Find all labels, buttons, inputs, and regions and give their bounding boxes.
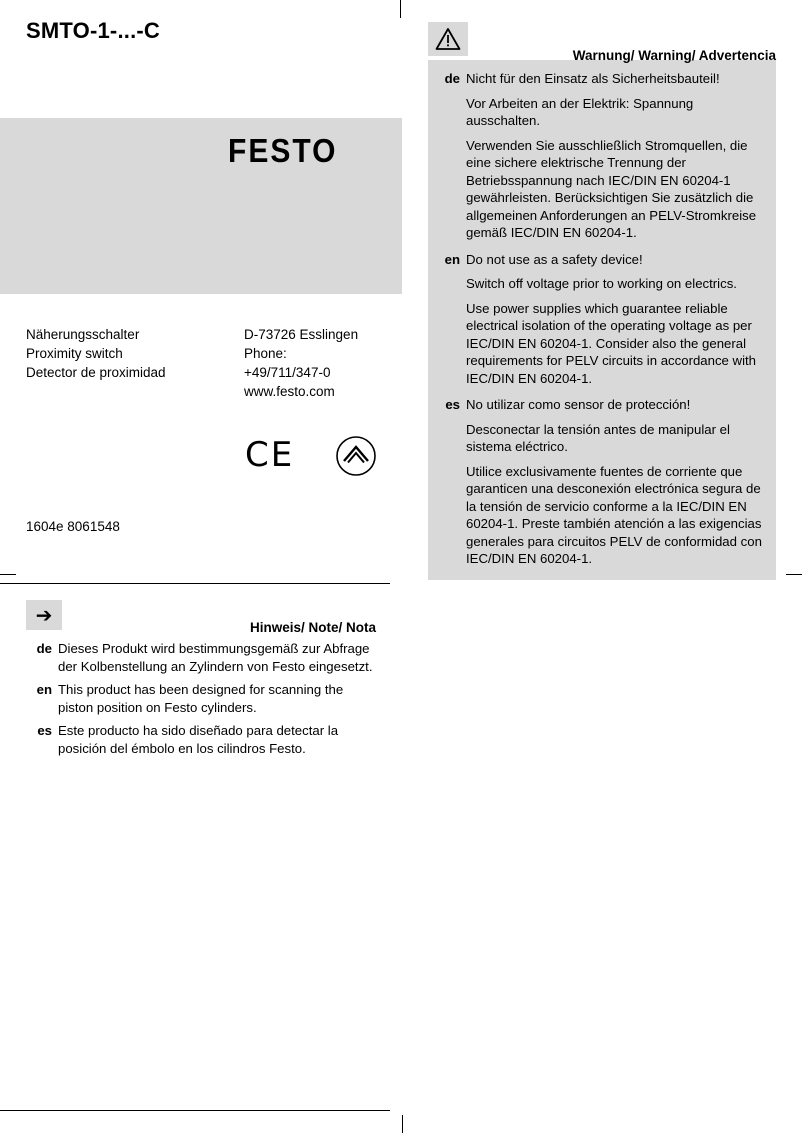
document-number: 1604e 8061548 (26, 519, 120, 534)
left-column (26, 18, 401, 44)
lang-tag: de (444, 71, 460, 86)
crop-mark-top (400, 0, 401, 18)
ce-mark-icon: CE (245, 435, 295, 475)
address-row (26, 344, 406, 363)
note-section (26, 600, 376, 757)
right-column (428, 22, 776, 580)
warning-text-en (466, 251, 766, 388)
warning-icon-box (428, 22, 468, 56)
paragraph: Utilice exclusivamente fuentes de corriente que garanticen una desconexión electrónica segura de la tensión de servicio conforme a la IEC/DIN EN 60204-1. Preste también atención a las exigencias generales para circuitos PELV de conformidad con IEC/DIN EN 60204-1. (466, 463, 762, 566)
fold-line-bottom (0, 1110, 390, 1111)
lang-tag: de (36, 641, 52, 656)
paragraph: Este producto ha sido diseñado para detectar la posición del émbolo en los cilindros Festo. (58, 723, 339, 756)
product-name-blank (26, 382, 244, 401)
note-entry-de (26, 640, 376, 675)
warning-triangle-icon (435, 27, 461, 51)
logo-band (0, 118, 402, 294)
paragraph: Nicht für den Einsatz als Sicherheitsbauteil! (466, 71, 720, 86)
festo-logo: FESTO (228, 133, 338, 170)
crop-mark-left (0, 574, 16, 575)
product-address-block (26, 325, 406, 401)
warning-entry-de (434, 70, 766, 242)
crop-mark-bottom (402, 1115, 403, 1133)
note-icon-box (26, 600, 62, 630)
lang-tag: es (445, 397, 460, 412)
address-row (26, 382, 406, 401)
paragraph: Use power supplies which guarantee reliable electrical isolation of the operating voltage as per IEC/DIN EN 60204-1. Consider also the general requirements for PELV circuits in accordance with IEC/DIN EN 60204-1. (466, 300, 757, 386)
product-name-de: Näherungsschalter (26, 327, 140, 342)
warning-body (428, 60, 776, 580)
arrow-right-icon: ➔ (35, 603, 53, 627)
note-text-de (58, 640, 376, 675)
address-row (26, 325, 406, 344)
conformity-marks (240, 435, 400, 483)
warning-text-es (466, 396, 766, 568)
paragraph: Switch off voltage prior to working on electrics. (466, 276, 737, 291)
warning-title: Warnung/ Warning/ Advertencia (572, 48, 776, 63)
paragraph: Desconectar la tensión antes de manipular el sistema eléctrico. (466, 421, 730, 454)
warning-header (428, 22, 776, 63)
paragraph: Verwenden Sie ausschließlich Stromquellen, die eine sichere elektrische Trennung der Betriebsspannung nach IEC/DIN EN 60204-1 gewährleisten. Berücksichtigen Sie zusätzlich die allgemeinen Anforderungen an PELV-Stromkreise gemäß IEC/DIN EN 60204-1. (466, 137, 757, 240)
address-row (26, 363, 406, 382)
lang-tag: en (36, 682, 52, 697)
lang-tag: es (37, 723, 52, 738)
address-line-3: +49/711/347-0 (244, 365, 331, 380)
note-text-es (58, 722, 376, 757)
paragraph: Vor Arbeiten an der Elektrik: Spannung ausschalten. (466, 95, 694, 128)
fold-line-left (0, 583, 390, 584)
address-line-2: Phone: (244, 346, 287, 361)
note-entry-es (26, 722, 376, 757)
lang-tag: en (444, 251, 460, 267)
product-name-es: Detector de proximidad (26, 365, 166, 380)
warning-entry-es (434, 396, 766, 568)
note-text-en (58, 681, 376, 716)
c-tick-mark-icon (335, 435, 377, 477)
product-name-en: Proximity switch (26, 346, 123, 361)
address-website: www.festo.com (244, 384, 335, 399)
note-title: Hinweis/ Note/ Nota (249, 620, 376, 635)
paragraph: Do not use as a safety device! (466, 251, 643, 267)
page-title: SMTO-1-...-C (26, 18, 160, 43)
address-line-1: D-73726 Esslingen (244, 327, 359, 342)
warning-text-de (466, 70, 766, 242)
paragraph: This product has been designed for scanning the piston position on Festo cylinders. (58, 682, 344, 715)
crop-mark-right (786, 574, 802, 575)
warning-entry-en (434, 251, 766, 388)
note-entry-en (26, 681, 376, 716)
note-header (26, 600, 376, 634)
paragraph: No utilizar como sensor de protección! (466, 397, 691, 412)
paragraph: Dieses Produkt wird bestimmungsgemäß zur Abfrage der Kolbenstellung an Zylindern von Festo eingesetzt. (58, 641, 373, 674)
